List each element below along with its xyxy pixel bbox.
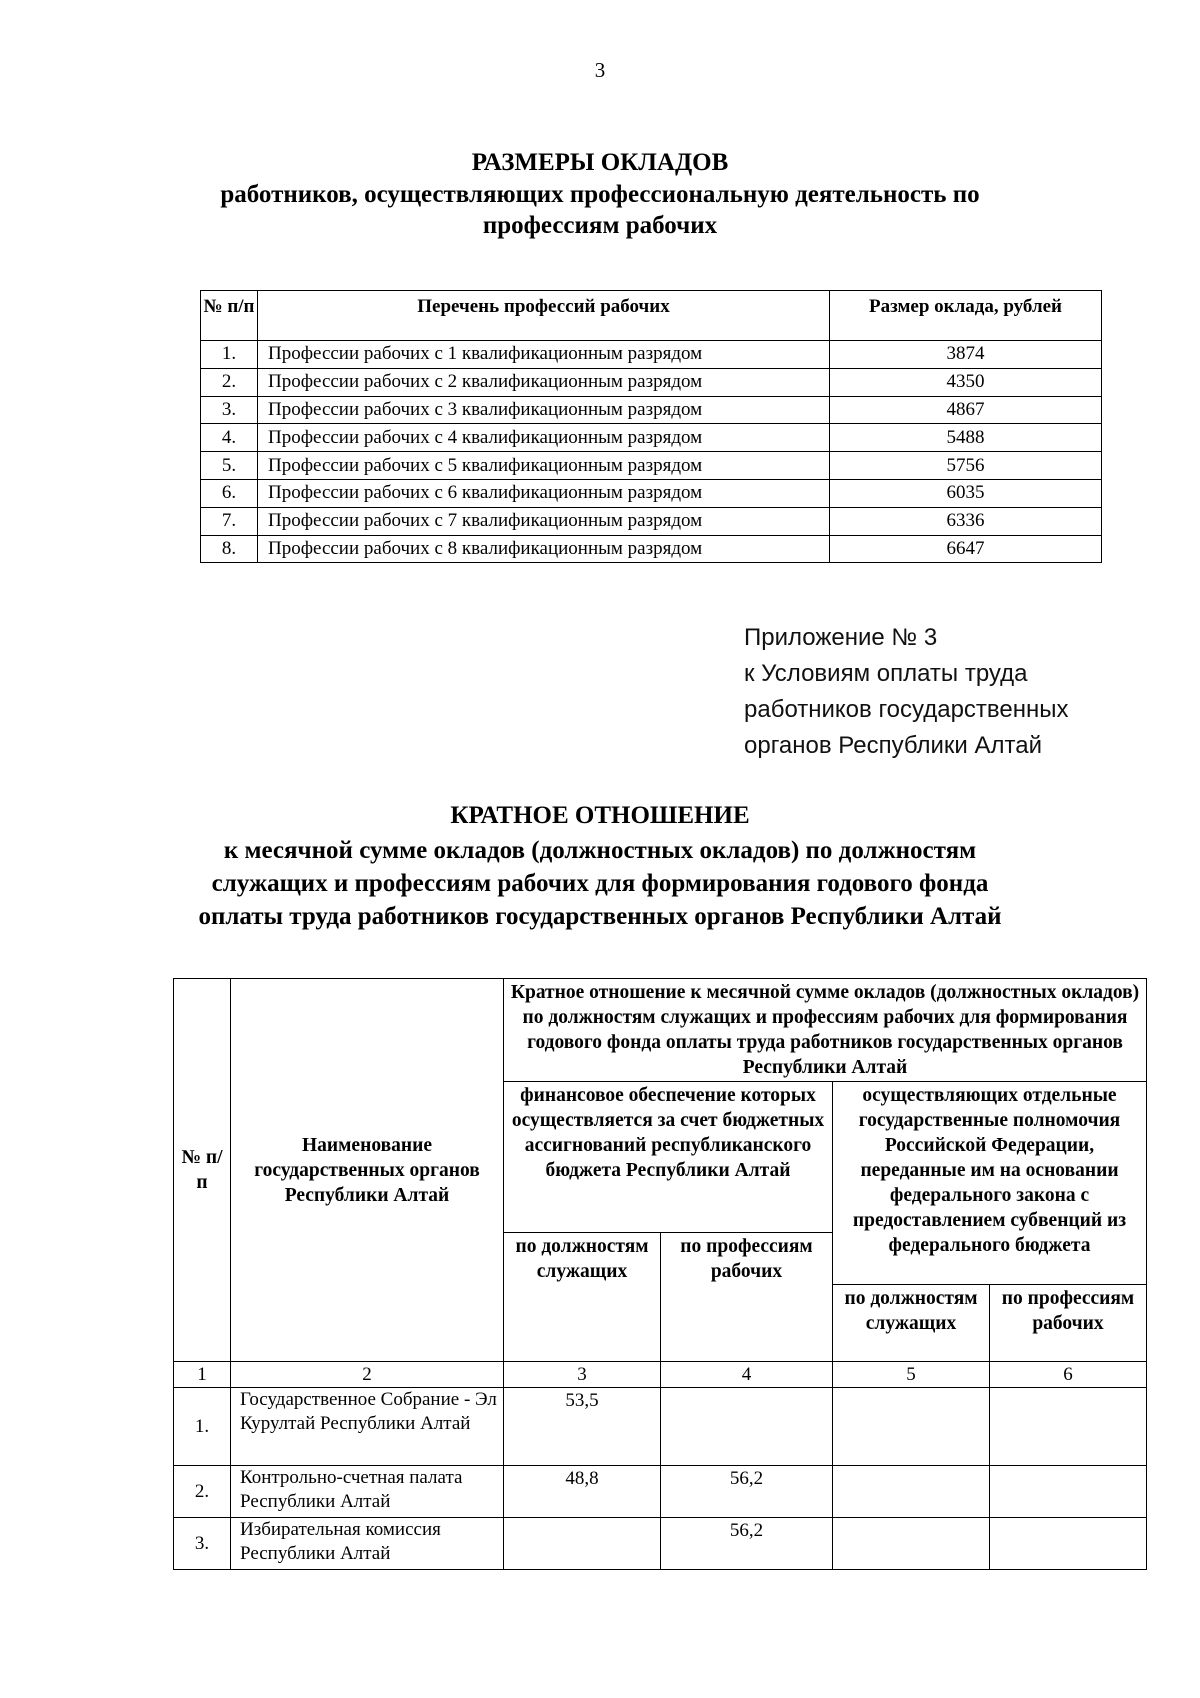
row-profession: Профессии рабочих с 5 квалификационным разрядом	[258, 452, 830, 480]
row-value-workers: 56,2	[661, 1518, 833, 1570]
column-number: 6	[990, 1362, 1147, 1388]
header-num: № п/п	[201, 291, 258, 341]
table-row	[201, 368, 1102, 396]
salary-table-subtitle-line2: профессиям рабочих	[482, 212, 718, 239]
table-row	[201, 535, 1102, 563]
row-profession: Профессии рабочих с 2 квалификационным разрядом	[258, 368, 830, 396]
header-profession-list: Перечень профессий рабочих	[258, 291, 830, 341]
header-num: № п/п	[174, 979, 231, 1362]
page-number: 3	[594, 58, 606, 82]
ratio-header-row-1	[174, 979, 1147, 1082]
ratio-table	[173, 978, 1147, 1570]
header-federal-employees: по должностям служащих	[833, 1285, 990, 1362]
appendix-note	[744, 620, 1069, 764]
ratio-table-subtitle-line3: оплаты труда работников государственных органов Республики Алтай	[198, 903, 1002, 930]
appendix-line2: к Условиям оплаты труда	[744, 660, 1028, 687]
header-salary-size: Размер оклада, рублей	[830, 291, 1102, 341]
table-row	[201, 507, 1102, 535]
row-num: 3.	[201, 396, 258, 424]
row-num: 1.	[201, 341, 258, 369]
appendix-line4: органов Республики Алтай	[744, 732, 1042, 759]
header-workers: по профессиям рабочих	[661, 1233, 833, 1362]
row-profession: Профессии рабочих с 4 квалификационным разрядом	[258, 424, 830, 452]
column-number-row	[174, 1362, 1147, 1388]
row-salary: 6647	[830, 535, 1102, 563]
row-value-federal-employees	[833, 1388, 990, 1466]
table-row	[201, 341, 1102, 369]
column-number: 1	[174, 1362, 231, 1388]
row-value-employees: 53,5	[504, 1388, 661, 1466]
header-employees: по должностям служащих	[504, 1233, 661, 1362]
row-organ-name: Избирательная комиссия Республики Алтай	[231, 1518, 504, 1570]
salary-table-title: РАЗМЕРЫ ОКЛАДОВ	[471, 149, 729, 176]
row-value-employees	[504, 1518, 661, 1570]
row-value-federal-employees	[833, 1518, 990, 1570]
salary-table-header-row	[201, 291, 1102, 341]
row-profession: Профессии рабочих с 3 квалификационным разрядом	[258, 396, 830, 424]
row-organ-name: Государственное Собрание - Эл Курултай Республики Алтай	[231, 1388, 504, 1466]
row-num: 1.	[174, 1388, 231, 1466]
row-profession: Профессии рабочих с 7 квалификационным разрядом	[258, 507, 830, 535]
appendix-line1: Приложение № 3	[744, 624, 938, 651]
row-value-employees: 48,8	[504, 1466, 661, 1518]
table-row	[174, 1466, 1147, 1518]
row-value-federal-workers	[990, 1466, 1147, 1518]
column-number: 5	[833, 1362, 990, 1388]
row-profession: Профессии рабочих с 1 квалификационным разрядом	[258, 341, 830, 369]
salary-table-subtitle	[0, 179, 1200, 241]
table-row	[201, 452, 1102, 480]
ratio-table-title: КРАТНОЕ ОТНОШЕНИЕ	[450, 802, 750, 829]
row-value-workers	[661, 1388, 833, 1466]
row-num: 3.	[174, 1518, 231, 1570]
salary-table	[200, 290, 1102, 563]
column-number: 4	[661, 1362, 833, 1388]
row-salary: 3874	[830, 341, 1102, 369]
row-num: 5.	[201, 452, 258, 480]
row-num: 6.	[201, 479, 258, 507]
row-value-federal-employees	[833, 1466, 990, 1518]
row-value-workers: 56,2	[661, 1466, 833, 1518]
row-num: 4.	[201, 424, 258, 452]
salary-table-subtitle-line1: работников, осуществляющих профессиональную деятельность по	[220, 181, 980, 208]
table-row	[201, 479, 1102, 507]
row-salary: 4350	[830, 368, 1102, 396]
table-row	[201, 424, 1102, 452]
row-salary: 6336	[830, 507, 1102, 535]
column-number: 2	[231, 1362, 504, 1388]
ratio-table-subtitle-line1: к месячной сумме окладов (должностных окладов) по должностям	[223, 837, 977, 864]
table-row	[201, 396, 1102, 424]
row-num: 8.	[201, 535, 258, 563]
row-profession: Профессии рабочих с 8 квалификационным разрядом	[258, 535, 830, 563]
header-organ-name: Наименование государственных органов Республики Алтай	[231, 979, 504, 1362]
header-ratio: Кратное отношение к месячной сумме окладов (должностных окладов) по должностям служащих и профессиям рабочих для формирования годового фонда оплаты труда работников государственных органов Республики Алтай	[504, 979, 1147, 1082]
row-salary: 5756	[830, 452, 1102, 480]
row-num: 7.	[201, 507, 258, 535]
row-salary: 6035	[830, 479, 1102, 507]
row-num: 2.	[174, 1466, 231, 1518]
row-num: 2.	[201, 368, 258, 396]
row-salary: 5488	[830, 424, 1102, 452]
row-value-federal-workers	[990, 1388, 1147, 1466]
header-federal-workers: по профессиям рабочих	[990, 1285, 1147, 1362]
row-salary: 4867	[830, 396, 1102, 424]
column-number: 3	[504, 1362, 661, 1388]
appendix-line3: работников государственных	[744, 696, 1069, 723]
table-row	[174, 1388, 1147, 1466]
row-organ-name: Контрольно-счетная палата Республики Алтай	[231, 1466, 504, 1518]
header-federal-powers: осуществляющих отдельные государственные полномочия Российской Федерации, переданные им на основании федерального закона с предоставлением субвенций из федерального бюджета	[833, 1082, 1147, 1285]
table-row	[174, 1518, 1147, 1570]
ratio-table-subtitle	[0, 834, 1200, 933]
row-profession: Профессии рабочих с 6 квалификационным разрядом	[258, 479, 830, 507]
header-republic-budget: финансовое обеспечение которых осуществляется за счет бюджетных ассигнований республиканского бюджета Республики Алтай	[504, 1082, 833, 1233]
ratio-table-subtitle-line2: служащих и профессиям рабочих для формирования годового фонда	[211, 870, 989, 897]
row-value-federal-workers	[990, 1518, 1147, 1570]
